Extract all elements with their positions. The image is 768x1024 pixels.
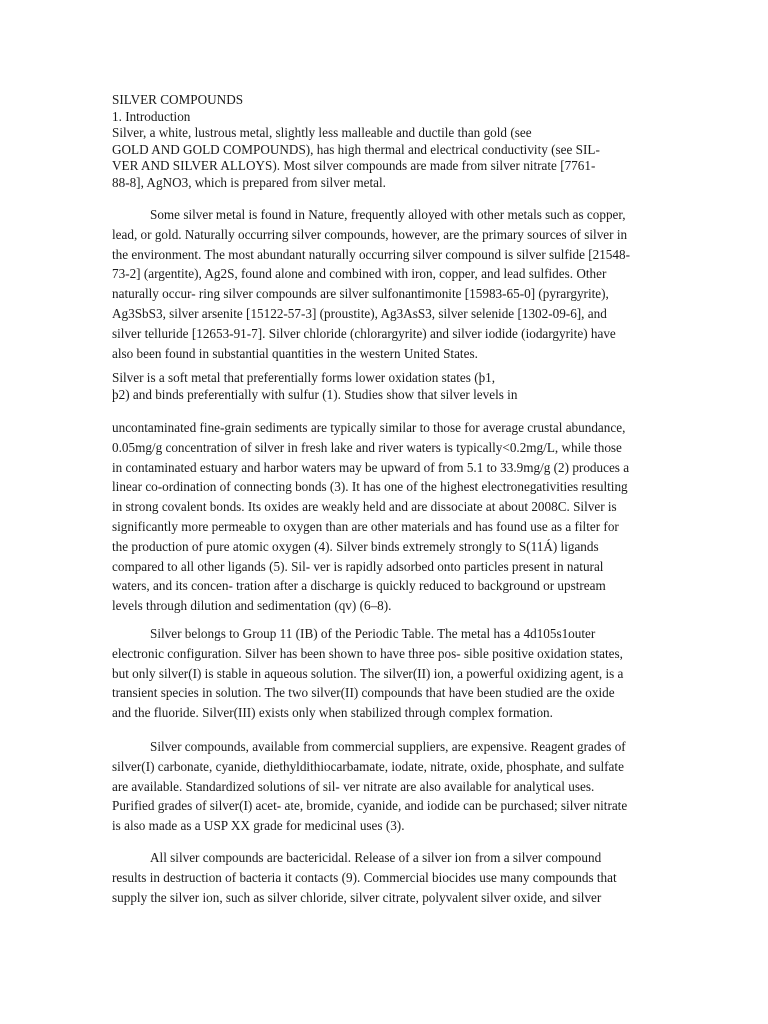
intro-line: VER AND SILVER ALLOYS). Most silver compounds are made from silver nitrate [7761- bbox=[112, 158, 596, 173]
paragraph-line: Some silver metal is found in Nature, frequently alloyed with other metals such as copper, bbox=[150, 207, 626, 222]
paragraph-line: but only silver(I) is stable in aqueous solution. The silver(II) ion, a powerful oxidizing agent, is a bbox=[112, 665, 624, 681]
section-heading: 1. Introduction bbox=[112, 108, 191, 124]
paragraph-line: waters, and its concen- tration after a discharge is quickly reduced to background or upstream bbox=[112, 578, 606, 594]
paragraph-line: in contaminated estuary and harbor waters may be upward of from 5.1 to 33.9mg/g (2) produces a bbox=[112, 459, 630, 475]
document-title: SILVER COMPOUNDS bbox=[112, 92, 244, 107]
paragraph-bactericidal bbox=[112, 848, 658, 907]
paragraph-line: the environment. The most abundant naturally occurring silver compound is silver sulfide [21548- bbox=[112, 246, 630, 262]
paragraph-line: also been found in substantial quantities in the western United States. bbox=[112, 345, 478, 361]
paragraph-line: are available. Standardized solutions of sil- ver nitrate are also available for analytical uses. bbox=[112, 778, 595, 794]
paragraph-line: naturally occur- ring silver compounds are silver sulfonantimonite [15983-65-0] (pyrargyrite), bbox=[112, 286, 609, 302]
paragraph-line: Silver is a soft metal that preferentially forms lower oxidation states (þ1, bbox=[112, 370, 496, 385]
paragraph-line: results in destruction of bacteria it contacts (9). Commercial biocides use many compounds that bbox=[112, 869, 617, 885]
paragraph-line: Silver belongs to Group 11 (IB) of the Periodic Table. The metal has a 4d105s1outer bbox=[150, 626, 596, 641]
intro-block bbox=[112, 92, 652, 191]
paragraph-commercial-suppliers bbox=[112, 737, 658, 836]
paragraph-line: linear co-ordination of connecting bonds (3). It has one of the highest electronegativities resulting bbox=[112, 479, 628, 495]
paragraph-line: þ2) and binds preferentially with sulfur (1). Studies show that silver levels in bbox=[112, 386, 518, 402]
paragraph-line: levels through dilution and sedimentation (qv) (6–8). bbox=[112, 598, 392, 614]
paragraph-line: significantly more permeable to oxygen than are other materials and has found use as a filter for bbox=[112, 518, 619, 534]
paragraph-line: and the fluoride. Silver(III) exists only when stabilized through complex formation. bbox=[112, 705, 553, 721]
paragraph-line: All silver compounds are bactericidal. Release of a silver ion from a silver compound bbox=[150, 850, 602, 865]
paragraph-line: 73-2] (argentite), Ag2S, found alone and combined with iron, copper, and lead sulfides. Other bbox=[112, 266, 607, 282]
paragraph-line: the production of pure atomic oxygen (4). Silver binds extremely strongly to S(11Á) ligands bbox=[112, 538, 599, 554]
paragraph-line: compared to all other ligands (5). Sil- ver is rapidly adsorbed onto particles present in natural bbox=[112, 558, 604, 574]
intro-line: Silver, a white, lustrous metal, slightly less malleable and ductile than gold (see bbox=[112, 125, 532, 140]
paragraph-line: silver telluride [12653-91-7]. Silver chloride (chlorargyrite) and silver iodide (iodargyrite) have bbox=[112, 325, 616, 341]
paragraph-line: silver(I) carbonate, cyanide, diethyldithiocarbamate, iodate, nitrate, oxide, phosphate, and sulfate bbox=[112, 758, 624, 774]
paragraph-natural-occurrence bbox=[112, 205, 658, 363]
paragraph-line: 0.05mg/g concentration of silver in fresh lake and river waters is typically<0.2mg/L, while those bbox=[112, 439, 622, 455]
paragraph-sediments bbox=[112, 418, 658, 616]
paragraph-line: uncontaminated fine-grain sediments are typically similar to those for average crustal abundance, bbox=[112, 420, 626, 435]
paragraph-line: Silver compounds, available from commercial suppliers, are expensive. Reagent grades of bbox=[150, 739, 626, 754]
paragraph-line: transient species in solution. The two silver(II) compounds that have been studied are the oxide bbox=[112, 685, 615, 701]
paragraph-line: Purified grades of silver(I) acet- ate, bromide, cyanide, and iodide can be purchased; silver nitrate bbox=[112, 798, 628, 814]
paragraph-line: supply the silver ion, such as silver chloride, silver citrate, polyvalent silver oxide, and silver bbox=[112, 889, 602, 905]
intro-line: 88-8], AgNO3, which is prepared from silver metal. bbox=[112, 174, 386, 190]
paragraph-line: lead, or gold. Naturally occurring silver compounds, however, are the primary sources of silver in bbox=[112, 226, 628, 242]
paragraph-line: in strong covalent bonds. Its oxides are weakly held and are dissociate at about 2008C. Silver is bbox=[112, 499, 617, 515]
paragraph-soft-metal bbox=[112, 370, 658, 403]
paragraph-periodic-table bbox=[112, 624, 658, 723]
intro-line: GOLD AND GOLD COMPOUNDS), has high thermal and electrical conductivity (see SIL- bbox=[112, 141, 600, 157]
paragraph-line: electronic configuration. Silver has been shown to have three pos- sible positive oxidation states, bbox=[112, 645, 623, 661]
paragraph-line: Ag3SbS3, silver arsenite [15122-57-3] (proustite), Ag3AsS3, silver selenide [1302-09-6], and bbox=[112, 305, 607, 321]
paragraph-line: is also made as a USP XX grade for medicinal uses (3). bbox=[112, 818, 405, 834]
